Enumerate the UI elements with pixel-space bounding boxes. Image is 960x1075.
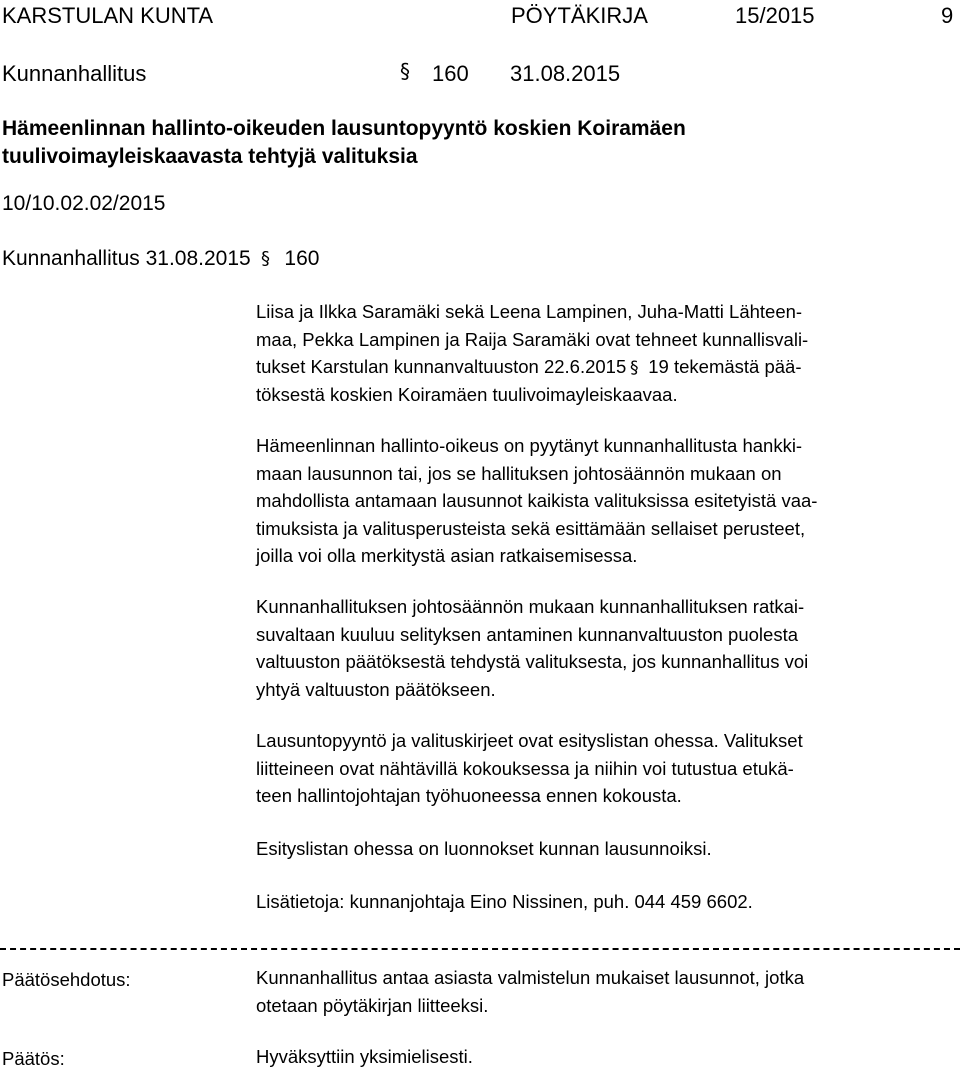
text-line: otetaan pöytäkirjan liitteeksi. [256,994,489,1016]
paragraph-appeals [256,298,956,408]
svg-text:§: § [630,358,639,376]
text-line: Hämeenlinnan hallinto-oikeus on pyytänyt kunnanhallitusta hankki- [256,435,803,456]
reference-number: 10/10.02.02/2015 [2,192,166,215]
section-mark-icon [630,356,644,376]
history-section: 160 [284,247,320,270]
paragraph-contact [256,888,956,916]
item-title-line: tuulivoimayleiskaavasta tehtyjä valituksia [2,145,418,168]
proposal-label: Päätösehdotus: [2,969,131,990]
section-mark-icon [400,58,414,88]
text-line [256,353,956,381]
text-line: liitteineen ovat nähtävillä kokouksessa ja niihin voi tutustua etukä- [256,757,794,779]
text-line: joilla voi olla merkitystä asian ratkaisemisessa. [256,545,638,566]
text-line: yhtyä valtuuston päätökseen. [256,678,496,700]
text-line: maa, Pekka Lampinen ja Raija Saramäki ovat tehneet kunnallisvali- [256,328,809,350]
svg-text:§: § [260,248,270,268]
text-line: Kunnanhallituksen johtosäännön mukaan kunnanhallituksen ratkai- [256,596,805,617]
paragraph-court-request [256,432,956,570]
text-line: Lisätietoja: kunnanjohtaja Eino Nissinen, puh. 044 459 6602. [256,891,753,912]
text-line: Esityslistan ohessa on luonnokset kunnan lausunnoiksi. [256,838,712,859]
meeting-section: 160 [432,61,469,86]
text-line: Lausuntopyyntö ja valituskirjeet ovat esityslistan ohessa. Valitukset [256,730,803,751]
proposal-text [256,964,804,1019]
text-line: timuksista ja valitusperusteista sekä esittämään sellaiset perusteet, [256,517,806,539]
text-fragment: 19 tekemästä pää- [648,356,802,377]
page-number: 9 [941,3,954,28]
text-line: Liisa ja Ilkka Saramäki sekä Leena Lampinen, Juha-Matti Lähteen- [256,301,803,322]
history-body-date: Kunnanhallitus 31.08.2015 [2,247,251,270]
paragraph-regulation [256,593,956,703]
document-type: PÖYTÄKIRJA [511,3,648,28]
paragraph-attachments [256,727,956,810]
text-line: töksestä koskien Koiramäen tuulivoimayleiskaavaa. [256,383,678,405]
decision-label: Päätös: [2,1048,65,1069]
decision-text: Hyväksyttiin yksimielisesti. [256,1046,473,1067]
history-line [2,246,319,271]
document-number: 15/2015 [735,3,815,28]
paragraph-drafts [256,835,956,863]
text-line: valtuuston päätöksestä tehdystä valituksesta, jos kunnanhallitus voi [256,651,809,672]
meeting-date: 31.08.2015 [510,61,621,86]
text-fragment: tukset Karstulan kunnanvaltuuston 22.6.2015 [256,356,627,377]
section-mark-icon [261,246,275,266]
organization-name: KARSTULAN KUNTA [2,3,214,28]
text-line: maan lausunnon tai, jos se hallituksen johtosäännön mukaan on [256,462,782,484]
text-line: mahdollista antamaan lausunnot kaikista valituksissa esitetyistä vaa- [256,490,818,511]
divider [0,948,960,950]
text-line: suvaltaan kuuluu selityksen antaminen kunnanvaltuuston puolesta [256,623,799,645]
item-title [2,115,902,171]
item-title-line: Hämeenlinnan hallinto-oikeuden lausuntopyyntö koskien Koiramäen [2,117,686,140]
text-line: teen hallintojohtajan työhuoneessa ennen kokousta. [256,785,682,806]
svg-text:§: § [400,59,410,82]
meeting-body: Kunnanhallitus [2,61,147,86]
text-line: Kunnanhallitus antaa asiasta valmistelun mukaiset lausunnot, jotka [256,967,805,988]
